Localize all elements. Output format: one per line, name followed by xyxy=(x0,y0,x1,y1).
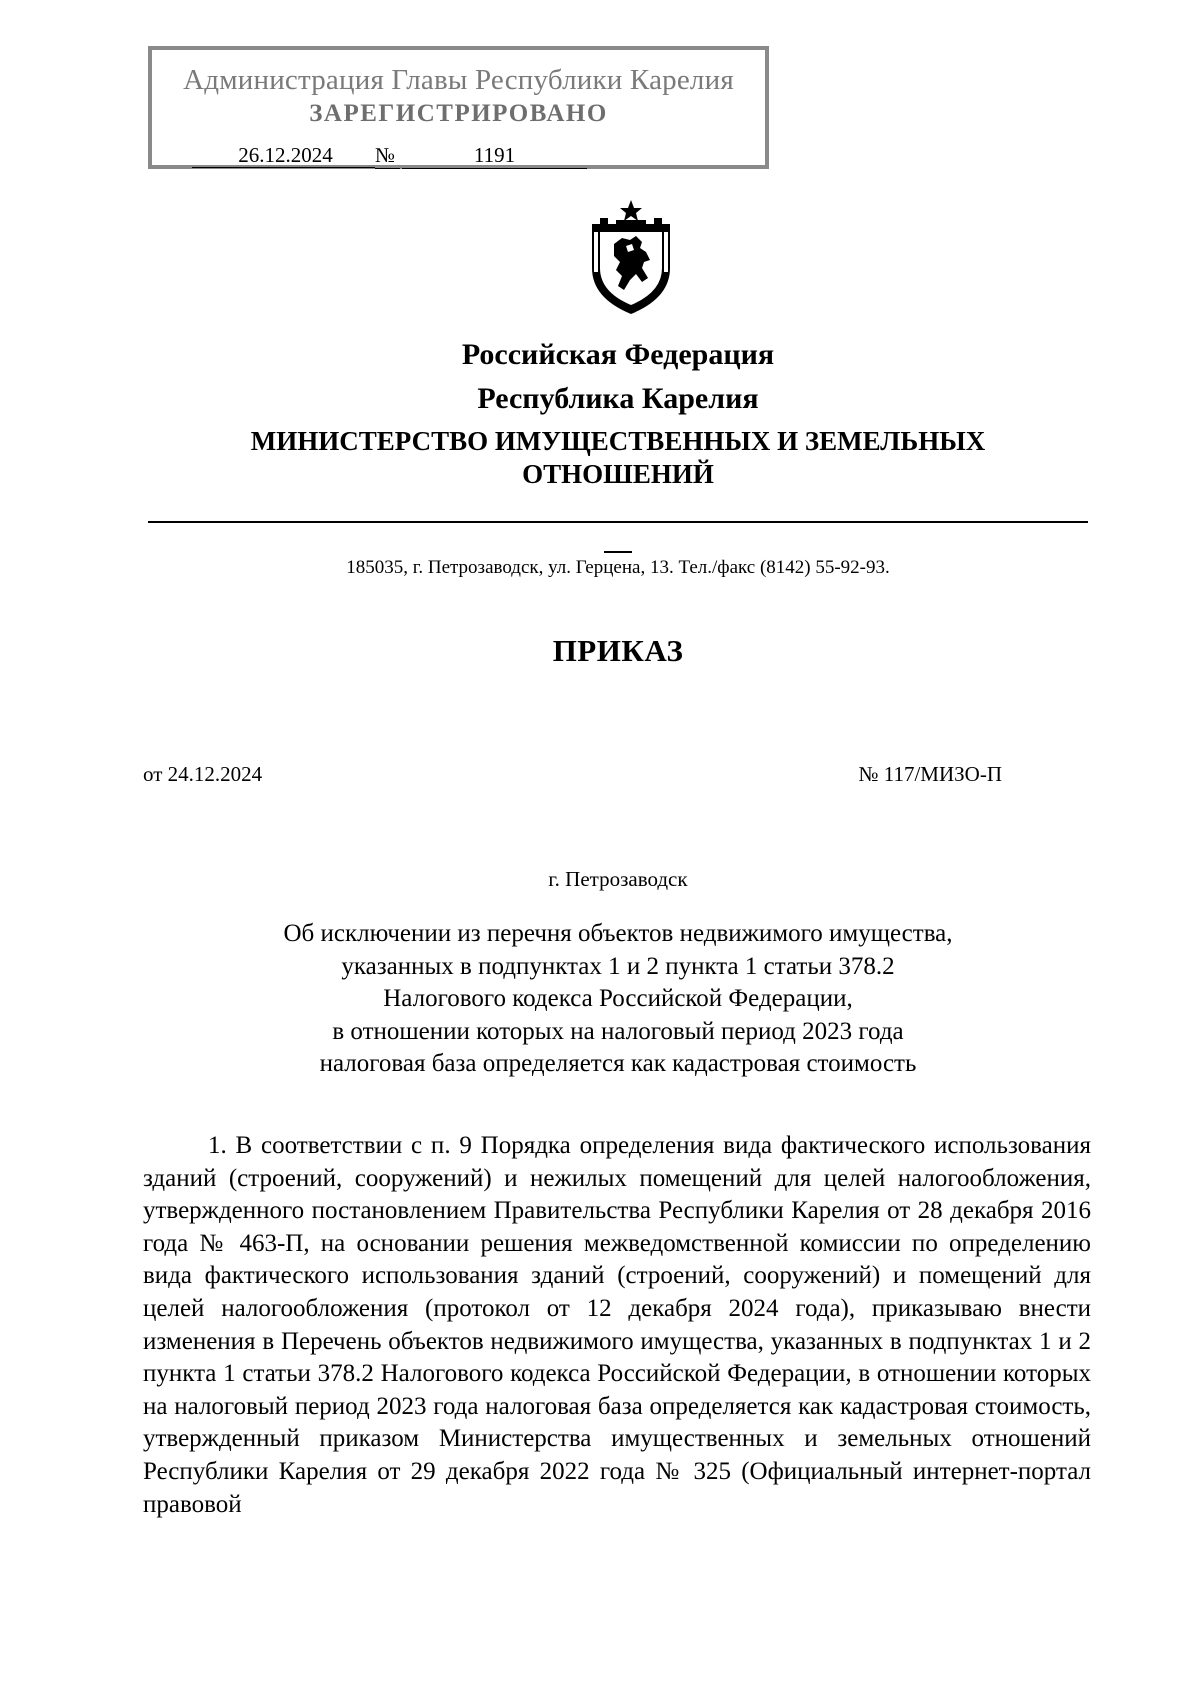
ministry-title xyxy=(148,425,1088,491)
stamp-number: 1191 xyxy=(402,142,587,169)
stamp-status: ЗАРЕГИСТРИРОВАНО xyxy=(309,100,608,127)
stamp-registration-row xyxy=(192,142,747,168)
ministry-address: 185035, г. Петрозаводск, ул. Герцена, 13. Тел./факс (8142) 55-92-93. xyxy=(346,557,890,578)
country-title: Российская Федерация xyxy=(461,338,775,371)
document-type-title: ПРИКАЗ xyxy=(552,633,684,668)
subject-line: Налогового кодекса Российской Федерации, xyxy=(383,985,853,1012)
body-paragraph: 1. В соответствии с п. 9 Порядка определения вида фактического использования зданий (строений, сооружений) и нежилых помещений для целей налогообложения, утвержденного постановлением Правительства Республики Карелия от 28 декабря 2016 года № 463-П, на основании решения межведомственной комиссии по определению вида фактического использования зданий (строений, сооружений) и помещений для целей налогообложения (протокол от 12 декабря 2024 года), приказываю внести изменения в Перечень объектов недвижимого имущества, указанных в подпунктах 1 и 2 пункта 1 статьи 378.2 Налогового кодекса Российской Федерации, в отношении которых на налоговый период 2023 года налоговая база определяется как кадастровая стоимость, утвержденный приказом Министерства имущественных и земельных отношений Республики Карелия от 29 декабря 2022 года № 325 (Официальный интернет-портал правовой xyxy=(143,1132,1091,1518)
order-city: г. Петрозаводск xyxy=(548,867,688,891)
registration-stamp xyxy=(148,46,769,169)
subject-line: указанных в подпунктах 1 и 2 пункта 1 статьи 378.2 xyxy=(341,952,895,980)
stamp-number-sign: № xyxy=(375,142,400,169)
coat-of-arms-icon xyxy=(586,198,676,318)
order-date: от 24.12.2024 xyxy=(143,762,263,786)
region-title: Республика Карелия xyxy=(477,382,759,415)
ministry-title-line1: МИНИСТЕРСТВО ИМУЩЕСТВЕННЫХ И ЗЕМЕЛЬНЫХ xyxy=(250,426,986,456)
order-number: № 117/МИЗО-П xyxy=(858,762,1002,786)
header-divider xyxy=(148,521,1088,523)
stamp-organization: Администрация Главы Республики Карелия xyxy=(183,64,734,96)
order-subject xyxy=(148,918,1088,1081)
subject-line: налоговая база определяется как кадастровая стоимость xyxy=(319,1050,917,1077)
subject-line: в отношении которых на налоговый период 2023 года xyxy=(332,1017,904,1045)
subject-line: Об исключении из перечня объектов недвижимого имущества, xyxy=(283,920,953,947)
karelia-coat-of-arms-icon xyxy=(586,198,676,318)
header-divider-mark xyxy=(604,551,632,553)
stamp-date: 26.12.2024 xyxy=(192,142,375,168)
ministry-title-line2: ОТНОШЕНИЙ xyxy=(522,459,714,489)
